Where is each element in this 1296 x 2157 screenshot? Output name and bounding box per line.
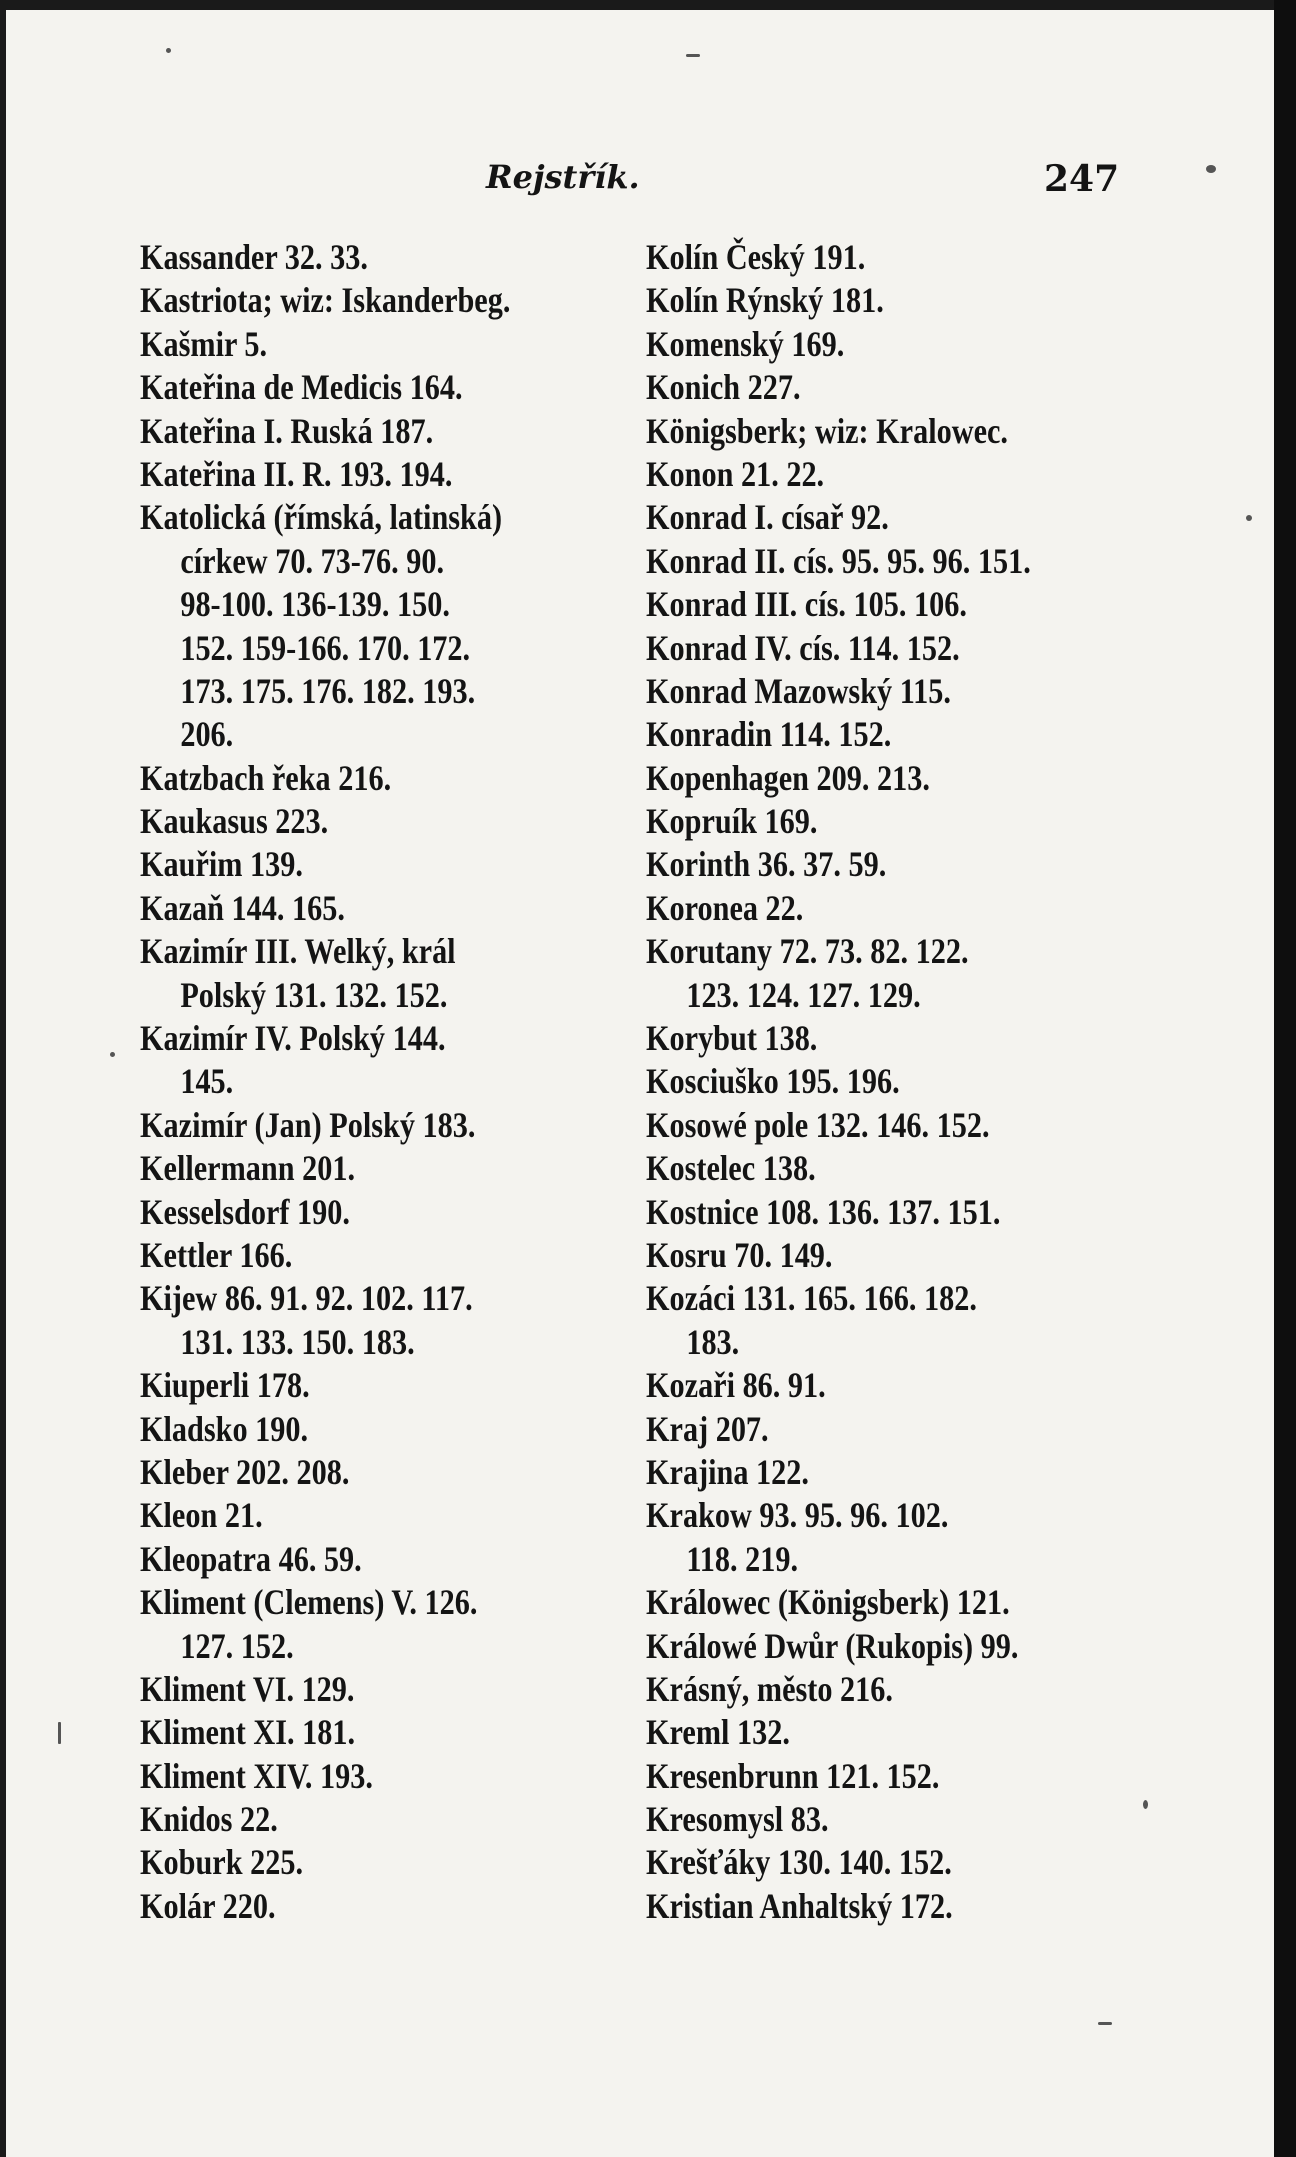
index-entry-continuation: církew 70. 73-76. 90. — [180, 540, 445, 581]
index-entry: Kosciuško 195. 196. — [646, 1061, 900, 1102]
index-entry: Königsberk; wiz: Kralowec. — [646, 410, 1008, 451]
book-page — [6, 10, 1282, 2157]
index-entry: Kauřim 139. — [140, 844, 303, 885]
index-entry: Konrad Mazowský 115. — [646, 670, 951, 711]
index-entry: Kresomysl 83. — [646, 1799, 829, 1840]
index-entry: Kreml 132. — [646, 1712, 790, 1753]
index-entry: Kazaň 144. 165. — [140, 887, 345, 928]
index-entry: Kostelec 138. — [646, 1148, 816, 1189]
running-head: Rejstřík. — [486, 158, 640, 196]
index-entry: Konrad I. císař 92. — [646, 497, 889, 538]
index-entry: Kašmir 5. — [140, 323, 268, 364]
index-entry: Kolár 220. — [140, 1885, 276, 1926]
index-entry: Korinth 36. 37. 59. — [646, 844, 887, 885]
index-entry: Kliment XIV. 193. — [140, 1755, 373, 1796]
index-entry: Kliment VI. 129. — [140, 1668, 355, 1709]
index-entry: Konrad II. cís. 95. 95. 96. 151. — [646, 540, 1031, 581]
index-entry: Kesselsdorf 190. — [140, 1191, 350, 1232]
index-entry: Kellermann 201. — [140, 1148, 356, 1189]
index-entry-continuation: 152. 159-166. 170. 172. — [180, 627, 471, 668]
index-entry: Krakow 93. 95. 96. 102. — [646, 1495, 949, 1536]
index-entry-continuation: Polský 131. 132. 152. — [180, 974, 448, 1015]
index-entry: Králowé Dwůr (Rukopis) 99. — [646, 1625, 1019, 1666]
index-entry: Kijew 86. 91. 92. 102. 117. — [140, 1278, 473, 1319]
index-entry-continuation: 131. 133. 150. 183. — [180, 1321, 415, 1362]
page-edge-shadow — [1274, 0, 1296, 2157]
index-entry: Kazimír IV. Polský 144. — [140, 1018, 446, 1059]
index-entry: Katolická (římská, latinská) — [140, 497, 503, 538]
index-entry: Konrad III. cís. 105. 106. — [646, 584, 967, 625]
speck — [686, 54, 700, 57]
index-entry: Koburk 225. — [140, 1842, 303, 1883]
index-entry: Kastriota; wiz: Iskanderbeg. — [140, 280, 511, 321]
index-entry: Kiuperli 178. — [140, 1365, 310, 1406]
speck — [1246, 515, 1252, 521]
index-column-right — [646, 236, 1167, 1928]
index-entry: Kosowé pole 132. 146. 152. — [646, 1104, 990, 1145]
index-entry: Kazimír III. Welký, král — [140, 931, 456, 972]
index-entry: Kassander 32. 33. — [140, 237, 368, 277]
index-entry: Krešťáky 130. 140. 152. — [646, 1842, 952, 1883]
index-entry: Kateřina de Medicis 164. — [140, 367, 463, 408]
index-entry: Konon 21. 22. — [646, 453, 825, 494]
index-entry-continuation: 206. — [180, 714, 234, 755]
index-entry: Krásný, město 216. — [646, 1668, 893, 1709]
index-entry: Kopruík 169. — [646, 801, 818, 842]
index-entry: Kresenbrunn 121. 152. — [646, 1755, 940, 1796]
index-entry: Komenský 169. — [646, 323, 845, 364]
speck — [166, 48, 171, 53]
speck — [110, 1052, 115, 1057]
index-entry: Knidos 22. — [140, 1799, 278, 1840]
index-column-left — [140, 236, 627, 1928]
index-entry: Konrad IV. cís. 114. 152. — [646, 627, 960, 668]
index-entry: Kosru 70. 149. — [646, 1234, 833, 1275]
index-entry: Kateřina I. Ruská 187. — [140, 410, 434, 451]
index-entry: Kolín Český 191. — [646, 237, 866, 277]
speck — [1098, 2022, 1112, 2025]
speck — [1206, 165, 1216, 173]
index-entry: Konradin 114. 152. — [646, 714, 892, 755]
index-entry: Kozaři 86. 91. — [646, 1365, 826, 1406]
index-entry: Kraj 207. — [646, 1408, 769, 1449]
index-entry-continuation: 123. 124. 127. 129. — [686, 974, 921, 1015]
index-entry: Kliment XI. 181. — [140, 1712, 356, 1753]
index-entry-continuation: 173. 175. 176. 182. 193. — [180, 670, 476, 711]
speck — [1143, 1800, 1148, 1809]
index-entry: Kladsko 190. — [140, 1408, 309, 1449]
index-entry: Korybut 138. — [646, 1018, 818, 1059]
index-entry: Kliment (Clemens) V. 126. — [140, 1582, 478, 1623]
index-entry: Kopenhagen 209. 213. — [646, 757, 930, 798]
speck — [58, 1722, 61, 1744]
index-entry: Kleon 21. — [140, 1495, 263, 1536]
index-entry: Kazimír (Jan) Polský 183. — [140, 1104, 476, 1145]
index-entry: Katzbach řeka 216. — [140, 757, 392, 798]
index-entry: Kleopatra 46. 59. — [140, 1538, 362, 1579]
index-entry-continuation: 98-100. 136-139. 150. — [180, 584, 450, 625]
index-entry: Korutany 72. 73. 82. 122. — [646, 931, 969, 972]
index-entry: Kostnice 108. 136. 137. 151. — [646, 1191, 1001, 1232]
index-entry-continuation: 118. 219. — [686, 1538, 799, 1579]
index-entry-continuation: 145. — [180, 1061, 234, 1102]
index-entry: Krajina 122. — [646, 1451, 809, 1492]
index-entry: Kateřina II. R. 193. 194. — [140, 453, 453, 494]
index-entry-continuation: 183. — [686, 1321, 740, 1362]
index-entry: Kleber 202. 208. — [140, 1451, 350, 1492]
index-entry: Konich 227. — [646, 367, 801, 408]
index-entry: Kettler 166. — [140, 1234, 293, 1275]
index-entry-continuation: 127. 152. — [180, 1625, 294, 1666]
index-entry: Koronea 22. — [646, 887, 804, 928]
page-number: 247 — [1044, 158, 1120, 200]
index-entry: Kristian Anhaltský 172. — [646, 1885, 953, 1926]
index-entry: Kolín Rýnský 181. — [646, 280, 884, 321]
index-entry: Králowec (Königsberk) 121. — [646, 1582, 1010, 1623]
index-entry: Kaukasus 223. — [140, 801, 329, 842]
index-entry: Kozáci 131. 165. 166. 182. — [646, 1278, 977, 1319]
